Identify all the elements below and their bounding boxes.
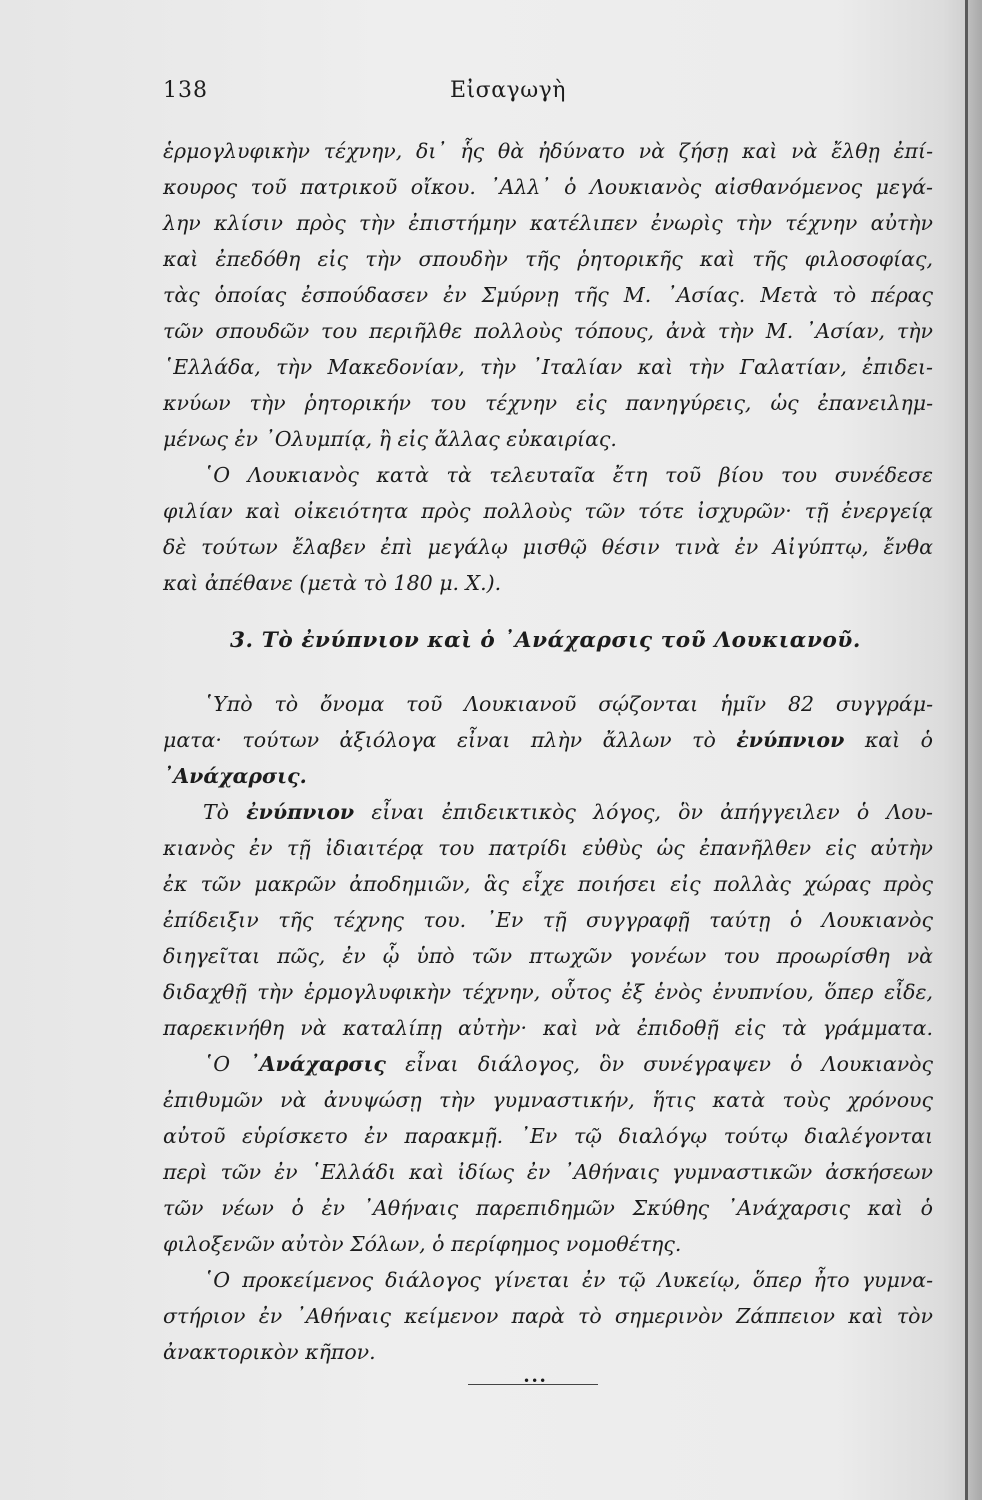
text-line: διηγεῖται πῶς, ἐν ᾧ ὑπὸ τῶν πτωχῶν γονέων του προωρίσθη νὰ [163,944,933,968]
section-1-text [163,133,933,601]
text-line: κουρος τοῦ πατρικοῦ οἴκου. ᾿Αλλ᾽ ὁ Λουκιανὸς αἰσθανόμενος μεγά- [163,175,933,199]
section-3-text [163,686,933,1370]
page-number: 138 [163,78,208,103]
text-run: ῾Ο [203,1052,250,1076]
text-line: ἑρμογλυφικὴν τέχνην, δι᾽ ἧς θὰ ἠδύνατο νὰ ζήσῃ καὶ νὰ ἔλθῃ ἐπί- [163,139,933,163]
text-line: ῾Ελλάδα, τὴν Μακεδονίαν, τὴν ᾿Ιταλίαν καὶ τὴν Γαλατίαν, ἐπιδει- [163,355,933,379]
emphasis: ᾿Ανάχαρσις [249,1052,386,1076]
text-line: καὶ ἀπέθανε (μετὰ τὸ 180 μ. Χ.). [163,571,502,595]
page-edge-line [965,0,968,1500]
emphasis: ἐνύπνιον [736,728,845,752]
text-line: καὶ ἐπεδόθη εἰς τὴν σπουδὴν τῆς ῥητορικῆς καὶ τῆς φιλοσοφίας, [163,247,933,271]
ornament-dots: ••• [523,1374,548,1388]
emphasis: ᾿Ανάχαρσις. [163,764,307,788]
text-line: στήριον ἐν ᾿Αθήναις κείμενον παρὰ τὸ σημερινὸν Ζάππειον καὶ τὸν [163,1304,933,1328]
running-head [163,78,943,112]
text-line: ῾Ο προκείμενος διάλογος γίνεται ἐν τῷ Λυκείῳ, ὅπερ ἦτο γυμνα- [203,1268,933,1292]
section-heading: 3. Τὸ ἐνύπνιον καὶ ὁ ᾿Ανάχαρσις τοῦ Λουκιανοῦ. [230,628,862,653]
text-run: καὶ ὁ [844,728,934,752]
text-line [163,722,933,758]
text-line: ἐκ τῶν μακρῶν ἀποδημιῶν, ἃς εἶχε ποιήσει εἰς πολλὰς χώρας πρὸς [163,872,933,896]
text-run: ματα· τούτων ἀξιόλογα εἶναι πλὴν ἄλλων τὸ [163,728,737,752]
text-line: κιανὸς ἐν τῇ ἰδιαιτέρᾳ του πατρίδι εὐθὺς ὡς ἐπανῆλθεν εἰς αὐτὴν [163,836,933,860]
page-edge [968,0,982,1500]
text-line: ἐπιθυμῶν νὰ ἀνυψώσῃ τὴν γυμναστικήν, ἥτις κατὰ τοὺς χρόνους [163,1088,933,1112]
text-line: μένως ἐν ᾿Ολυμπίᾳ, ἢ εἰς ἄλλας εὐκαιρίας. [163,427,617,451]
text-line: περὶ τῶν ἐν ῾Ελλάδι καὶ ἰδίως ἐν ᾿Αθήναις γυμναστικῶν ἀσκήσεων [163,1160,933,1184]
text-line: τῶν νέων ὁ ἐν ᾿Αθήναις παρεπιδημῶν Σκύθης ᾿Ανάχαρσις καὶ ὁ [163,1196,933,1220]
text-run: εἶναι διάλογος, ὃν συνέγραψεν ὁ Λουκιανὸς [385,1052,933,1076]
text-line: ῾Ο Λουκιανὸς κατὰ τὰ τελευταῖα ἔτη τοῦ βίου του συνέδεσε [203,463,933,487]
text-line: δὲ τούτων ἔλαβεν ἐπὶ μεγάλῳ μισθῷ θέσιν τινὰ ἐν Αἰγύπτῳ, ἔνθα [163,535,933,559]
text-line: φιλίαν καὶ οἰκειότητα πρὸς πολλοὺς τῶν τότε ἰσχυρῶν· τῇ ἐνεργείᾳ [163,499,933,523]
text-line [163,1046,933,1082]
text-line: κνύων τὴν ῥητορικήν του τέχνην εἰς πανηγύρεις, ὡς ἐπανειλημ- [163,391,933,415]
text-line: διδαχθῇ τὴν ἑρμογλυφικὴν τέχνην, οὗτος ἐξ ἑνὸς ἐνυπνίου, ὅπερ εἶδε, [163,980,933,1004]
text-line: παρεκινήθη νὰ καταλίπῃ αὐτὴν· καὶ νὰ ἐπιδοθῇ εἰς τὰ γράμματα. [163,1016,933,1040]
end-ornament [468,1374,598,1390]
text-line: ῾Υπὸ τὸ ὄνομα τοῦ Λουκιανοῦ σῴζονται ἡμῖν 82 συγγράμ- [203,692,933,716]
text-line: ἐπίδειξιν τῆς τέχνης του. ᾿Εν τῇ συγγραφῇ ταύτῃ ὁ Λουκιανὸς [163,908,933,932]
text-line: αὐτοῦ εὑρίσκετο ἐν παρακμῇ. ᾿Εν τῷ διαλόγῳ τούτῳ διαλέγονται [163,1124,933,1148]
text-line [163,758,933,794]
text-line [163,794,933,830]
text-run: Τὸ [203,800,247,824]
running-title: Εἰσαγωγὴ [450,78,566,103]
text-line: τὰς ὁποίας ἐσπούδασεν ἐν Σμύρνῃ τῆς Μ. ᾿Ασίας. Μετὰ τὸ πέρας [163,283,933,307]
text-line: ἀνακτορικὸν κῆπον. [163,1340,376,1364]
text-line: φιλοξενῶν αὐτὸν Σόλων, ὁ περίφημος νομοθέτης. [163,1232,682,1256]
text-run: εἶναι ἐπιδεικτικὸς λόγος, ὃν ἀπήγγειλεν ὁ Λου- [354,800,933,824]
emphasis: ἐνύπνιον [246,800,355,824]
text-line: τῶν σπουδῶν του περιῆλθε πολλοὺς τόπους, ἀνὰ τὴν Μ. ᾿Ασίαν, τὴν [163,319,933,343]
text-line: λην κλίσιν πρὸς τὴν ἐπιστήμην κατέλιπεν ἐνωρὶς τὴν τέχνην αὐτὴν [163,211,933,235]
